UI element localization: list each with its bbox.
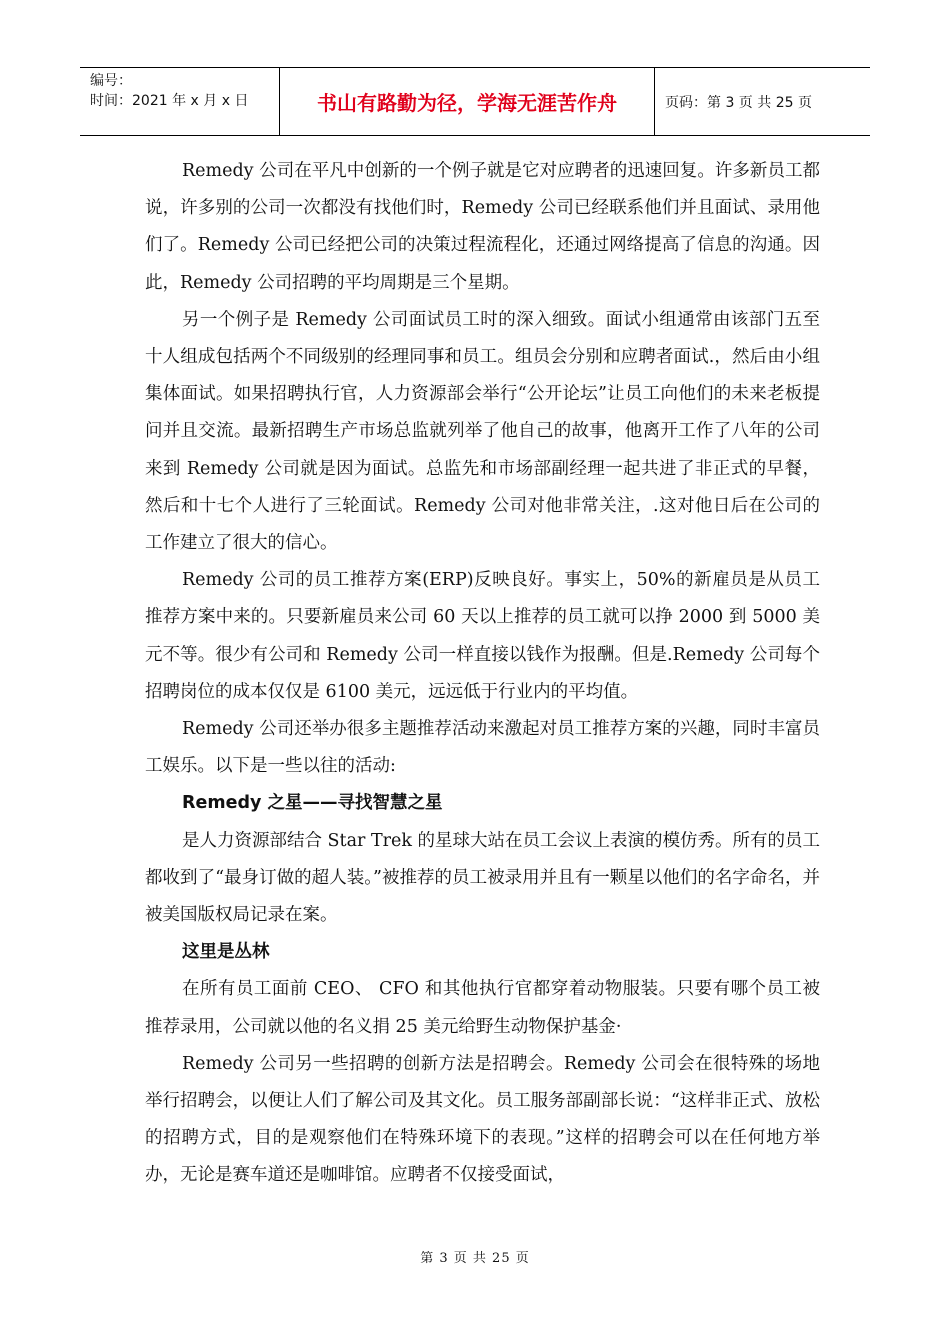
page-footer: 第 3 页 共 25 页 [420, 1251, 530, 1266]
section-heading: 这里是丛林 [182, 942, 270, 963]
paragraph: Remedy 公司的员工推荐方案(ERP)反映良好。事实上，50%的新雇员是从员工推荐方案中来的。只要新雇员来公司 60 天以上推荐的员工就可以挣 2000 到 5000 美元不等。很少有公司和 Remedy 公司一样直接以钱作为报酬。但是.Remedy 公司每个招聘岗位的成本仅仅是 6100 美元，远远低于行业内的平均值。 [145, 570, 820, 702]
section-heading: Remedy 之星——寻找智慧之星 [182, 793, 443, 814]
paragraph: Remedy 公司还举办很多主题推荐活动来激起对员工推荐方案的兴趣，同时丰富员工娱乐。以下是一些以往的活动: [145, 719, 820, 777]
paragraph: 另一个例子是 Remedy 公司面试员工时的深入细致。面试小组通常由该部门五至十人组成包括两个不同级别的经理同事和员工。组员会分别和应聘者面试.，然后由小组集体面试。如果招聘执行官，人力资源部会举行“公开论坛”让员工向他们的未来老板提问并且交流。最新招聘生产市场总监就列举了他自己的故事，他离开工作了八年的公司来到 Remedy 公司就是因为面试。总监先和市场部副经理一起共进了非正式的早餐，然后和十七个人进行了三轮面试。Remedy 公司对他非常关注，.这对他日后在公司的工作建立了很大的信心。 [145, 309, 820, 554]
paragraph: Remedy 公司在平凡中创新的一个例子就是它对应聘者的迅速回复。许多新员工都说，许多别的公司一次都没有找他们时，Remedy 公司已经联系他们并且面试、录用他们了。Remedy 公司已经把公司的决策过程流程化，还通过网络提高了信息的沟通。因此，Remedy 公司招聘的平均周期是三个星期。 [145, 161, 820, 293]
document-number-label: 编号： [90, 73, 132, 89]
header-motto-cell [280, 68, 655, 135]
header-page-info: 页码：第 3 页 共 25 页 [665, 94, 812, 111]
document-body [145, 153, 820, 1195]
page-header [80, 67, 870, 136]
paragraph: 在所有员工面前 CEO、 CFO 和其他执行官都穿着动物服装。只要有哪个员工被推荐录用，公司就以他的名义捐 25 美元给野生动物保护基金· [145, 979, 820, 1037]
header-motto: 书山有路勤为径，学海无涯苦作舟 [317, 91, 617, 115]
document-time-label: 时间：2021 年 x 月 x 日 [90, 93, 249, 109]
paragraph: Remedy 公司另一些招聘的创新方法是招聘会。Remedy 公司会在很特殊的场地举行招聘会，以便让人们了解公司及其文化。员工服务部副部长说：“这样非正式、放松的招聘方式，目的是观察他们在特殊环境下的表现。”这样的招聘会可以在任何地方举办，无论是赛车道还是咖啡馆。应聘者不仅接受面试， [145, 1053, 820, 1186]
header-meta [80, 68, 280, 135]
paragraph: 是人力资源部结合 Star Trek 的星球大站在员工会议上表演的模仿秀。所有的员工都收到了“最身订做的超人装。”被推荐的员工被录用并且有一颗星以他们的名字命名，并被美国版权局记录在案。 [145, 830, 821, 926]
